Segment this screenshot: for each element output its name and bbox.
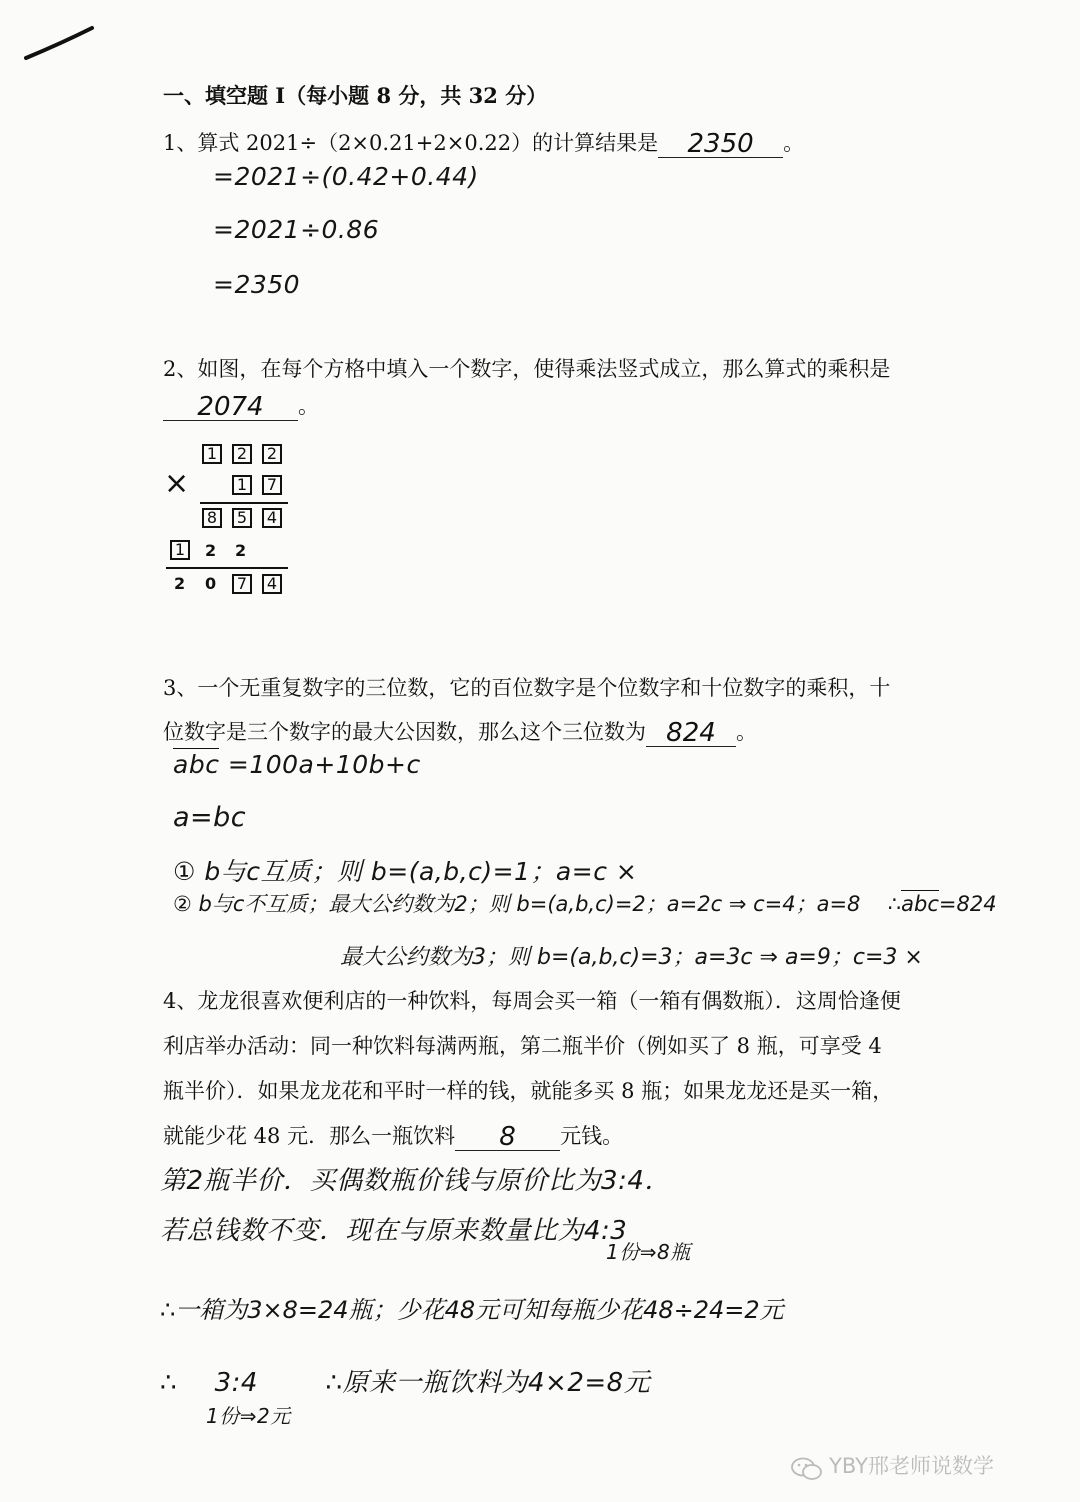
q2-question: 2、如图，在每个方格中填入一个数字，使得乘法竖式成立，那么算式的乘积是 xyxy=(163,357,891,381)
rule-line-1 xyxy=(200,502,288,504)
q4-question-line-2: 利店举办活动：同一种饮料每满两瓶，第二瓶半价（例如买了 8 瓶，可享受 4 xyxy=(163,1034,882,1058)
multiplicand-digit: 1 xyxy=(202,444,222,464)
q3-work-line-5: 最大公约数为3；则 b=(a,b,c)=3；a=3c ⇒ a=9；c=3 × xyxy=(340,945,923,970)
q3-work-line-1 xyxy=(173,750,421,779)
q4-work-line-3: ∴一箱为3×8=24瓶；少花48元可知每瓶少花48÷24=2元 xyxy=(160,1296,784,1324)
q4-answer-blank xyxy=(455,1120,560,1151)
therefore-symbol: ∴ xyxy=(160,1368,178,1398)
product-digit: 0 xyxy=(205,574,217,593)
q4-work-line-4-note: 1份⇒2元 xyxy=(206,1404,291,1428)
q2-answer: 2074 xyxy=(197,392,264,422)
q1-question-text: 1、算式 2021÷（2×0.21+2×0.22）的计算结果是 xyxy=(163,131,659,155)
partial2-digit: 1 xyxy=(170,540,190,560)
q2-answer-blank xyxy=(163,390,298,421)
partial2-digit: 2 xyxy=(235,541,247,560)
multiplication-puzzle xyxy=(160,440,300,600)
watermark-text: YBY邢老师说数学 xyxy=(829,1454,995,1478)
q1-question xyxy=(163,127,804,158)
partial2-digit: 2 xyxy=(205,541,217,560)
q3-conclusion: =824 xyxy=(938,892,997,916)
q4-work-line-2-note: 1份⇒8瓶 xyxy=(606,1240,691,1264)
rule-line-2 xyxy=(166,567,288,569)
abc-overline: abc xyxy=(901,892,939,916)
q3-question-line-1: 3、一个无重复数字的三位数，它的百位数字是个位数字和十位数字的乘积，十 xyxy=(163,676,891,700)
abc-overline: abc xyxy=(173,750,220,779)
watermark xyxy=(790,1450,994,1482)
q1-work-line-3: =2350 xyxy=(213,270,301,299)
q3-suffix: 。 xyxy=(736,720,757,744)
product-digit: 2 xyxy=(174,574,186,593)
q3-work-line-2: a=bc xyxy=(173,802,247,833)
q4-work-line-1: 第2瓶半价．买偶数瓶价钱与原价比为3:4． xyxy=(160,1166,671,1196)
q4-question-line-4 xyxy=(163,1120,623,1151)
q3-work-line-4 xyxy=(173,888,997,918)
wechat-icon xyxy=(790,1456,824,1482)
multiply-sign: × xyxy=(164,466,190,501)
partial1-digit: 8 xyxy=(202,508,222,528)
q3-work-line-1-text: =100a+10b+c xyxy=(219,750,421,779)
therefore-symbol: ∴ xyxy=(887,892,902,916)
q3-work-line-4-text: ② b与c不互质；最大公约数为2；则 b=(a,b,c)=2；a=2c ⇒ c=4；a=8 xyxy=(173,892,861,916)
multiplier-digit: 1 xyxy=(232,475,252,495)
section-title: 一、填空题 I（每小题 8 分，共 32 分） xyxy=(163,83,548,108)
q2-answer-line xyxy=(163,390,319,421)
partial1-digit: 5 xyxy=(232,508,252,528)
multiplicand-digit: 2 xyxy=(262,444,282,464)
q1-answer-blank xyxy=(658,127,783,158)
q4-ratio: 3:4 xyxy=(214,1368,258,1398)
product-digit: 7 xyxy=(232,574,252,594)
q4-suffix: 元钱。 xyxy=(560,1124,624,1148)
multiplicand-digit: 2 xyxy=(232,444,252,464)
multiplier-digit: 7 xyxy=(262,475,282,495)
q2-suffix: 。 xyxy=(298,394,319,418)
product-digit: 4 xyxy=(262,574,282,594)
q4-answer: 8 xyxy=(499,1122,516,1152)
q4-work-line-4 xyxy=(160,1362,650,1399)
q4-work-line-2: 若总钱数不变．现在与原来数量比为4:3 xyxy=(160,1216,628,1246)
q3-answer-blank xyxy=(646,716,736,747)
q1-work-line-1: =2021÷(0.42+0.44) xyxy=(213,162,479,191)
q1-work-line-2: =2021÷0.86 xyxy=(213,215,380,244)
pen-stroke-mark xyxy=(20,20,100,65)
q3-work-line-3: ① b与c互质；则 b=(a,b,c)=1；a=c × xyxy=(173,857,638,886)
q4-question-text: 就能少花 48 元．那么一瓶饮料 xyxy=(163,1124,456,1148)
partial1-digit: 4 xyxy=(262,508,282,528)
q3-answer: 824 xyxy=(666,718,716,748)
q1-answer: 2350 xyxy=(687,129,754,159)
q3-question-line-2 xyxy=(163,716,757,747)
q1-suffix: 。 xyxy=(783,131,805,155)
q4-question-line-1: 4、龙龙很喜欢便利店的一种饮料，每周会买一箱（一箱有偶数瓶）．这周恰逢便 xyxy=(163,989,901,1013)
q4-work-line-4-text: ∴原来一瓶饮料为4×2=8元 xyxy=(325,1368,651,1398)
q3-question-text: 位数字是三个数字的最大公因数，那么这个三位数为 xyxy=(163,720,646,744)
q4-question-line-3: 瓶半价）．如果龙龙花和平时一样的钱，就能多买 8 瓶；如果龙龙还是买一箱， xyxy=(163,1079,894,1103)
